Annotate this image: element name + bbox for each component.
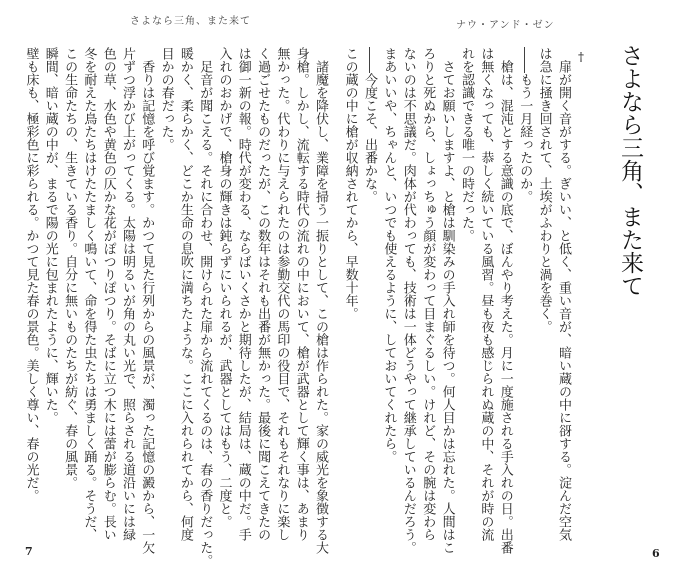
chapter-title: さよなら三角、また来て	[617, 44, 643, 297]
page-number-right: 6	[652, 547, 660, 560]
text-line: 暖かく、柔らかく、どこか生命の息吹に満ちたような。ここに入れられてから、何度	[177, 47, 193, 541]
text-line: まあいいや、ちゃんと、いつでも使えるように、しておいてくれたら。	[381, 47, 397, 463]
text-line: く過ごせたものだったが、この数年はそれも出番が無かった。最後に聞こえてきたの	[255, 47, 271, 541]
text-line: 身槍。しかし、流転する時代の流れの中において、槍が武器として輝く事は、あまり	[293, 47, 309, 541]
text-line: 足音が聞こえる。それに合わせ、開けられた扉から流れてくるのは、春の香りだった。	[197, 60, 213, 567]
text-line: ――もう一月経ったのか。	[517, 47, 533, 203]
text-line: 無かった。代わりに与えられたのは参勤交代の馬印の役目で、それもそれなりに楽し	[274, 47, 290, 541]
running-title-left: さよなら三角、また来て	[130, 16, 251, 27]
running-title-right: ナウ・アンド・ゼン	[456, 20, 555, 31]
text-line: 香りは記憶を呼び覚ます。かつて見た行列からの風景が、濁った記憶の澱から、一欠	[139, 60, 155, 554]
text-line: 色の草、水色や黄色の仄かな花がぽつりぽつり。そばに立つ木には蕾が膨らむ。長い	[100, 47, 116, 541]
text-line: 冬を耐えた鳥たちはけたたましく鳴いて、命を得た虫たちは勇ましく踊る。そうだ、	[81, 47, 97, 541]
text-line: ろりと死ぬから、しょっちゅう顔が変わって目まぐるしい。けれど、その腕は変わら	[420, 47, 436, 541]
text-line: は無くなっても、恭しく続いている風習。昼も夜も感じられぬ蔵の中、それが時の流	[478, 47, 494, 541]
text-line: 扉が開く音がする。ぎいい、と低く、重い音が、暗い蔵の中に谺する。淀んだ空気	[556, 60, 571, 541]
text-line: 片ずつ浮かび上がってくる。太陽は明るいが角の丸い光で、照らされる道沿いには緑	[120, 47, 135, 541]
text-line: 槍は、混沌とする意識の底で、ぼんやり考えた。月に一度施される手入れの日。出番	[497, 60, 513, 554]
text-line: は御一新の報。時代が変わる、ならばいくさかと期待したが、結局は、蔵の中だ。手	[235, 47, 251, 541]
section-mark: †	[578, 50, 584, 64]
text-line: 壁も床も、極彩色に彩られる。かつて見た春の景色。美しく尊い、春の光だ。	[23, 47, 39, 502]
text-line: この蔵の中に槍が収納されてから、早数十年。	[342, 47, 358, 320]
text-line: ないのは不思議だ。肉体が代わっても、技術は一体どうやって継承しているんだろう。	[400, 47, 416, 554]
text-line: 目かの春だった。	[158, 47, 174, 151]
text-line: さてお願いしますよ、と槍は馴染みの手入れ師を待つ。何人目かは忘れた。人間はこ	[439, 60, 455, 554]
text-line: この生命たちの、生きている香り。自分に無いものたちが紡ぐ、春の風景。	[62, 47, 78, 489]
text-line: ――今度こそ、出番かな。	[362, 47, 377, 203]
text-line: 諸魔を降伏し、業障を掃う一振りとして、この槍は作られた。家の威光を象徴する大	[313, 60, 328, 554]
text-line: れを認識できる唯一の時だった。	[459, 47, 474, 242]
page-number-left: 7	[25, 545, 33, 558]
text-line: 瞬間、暗い蔵の中が、まるで陽の光に包まれたように、輝いた。	[42, 47, 58, 424]
text-line: は急に掻き回されて、土埃がふわりと渦を巻く。	[536, 47, 552, 333]
text-line: 入れのおかげで、槍身の輝きは鈍らずにいられるが、武器としてはもう、二度と。	[216, 47, 232, 528]
